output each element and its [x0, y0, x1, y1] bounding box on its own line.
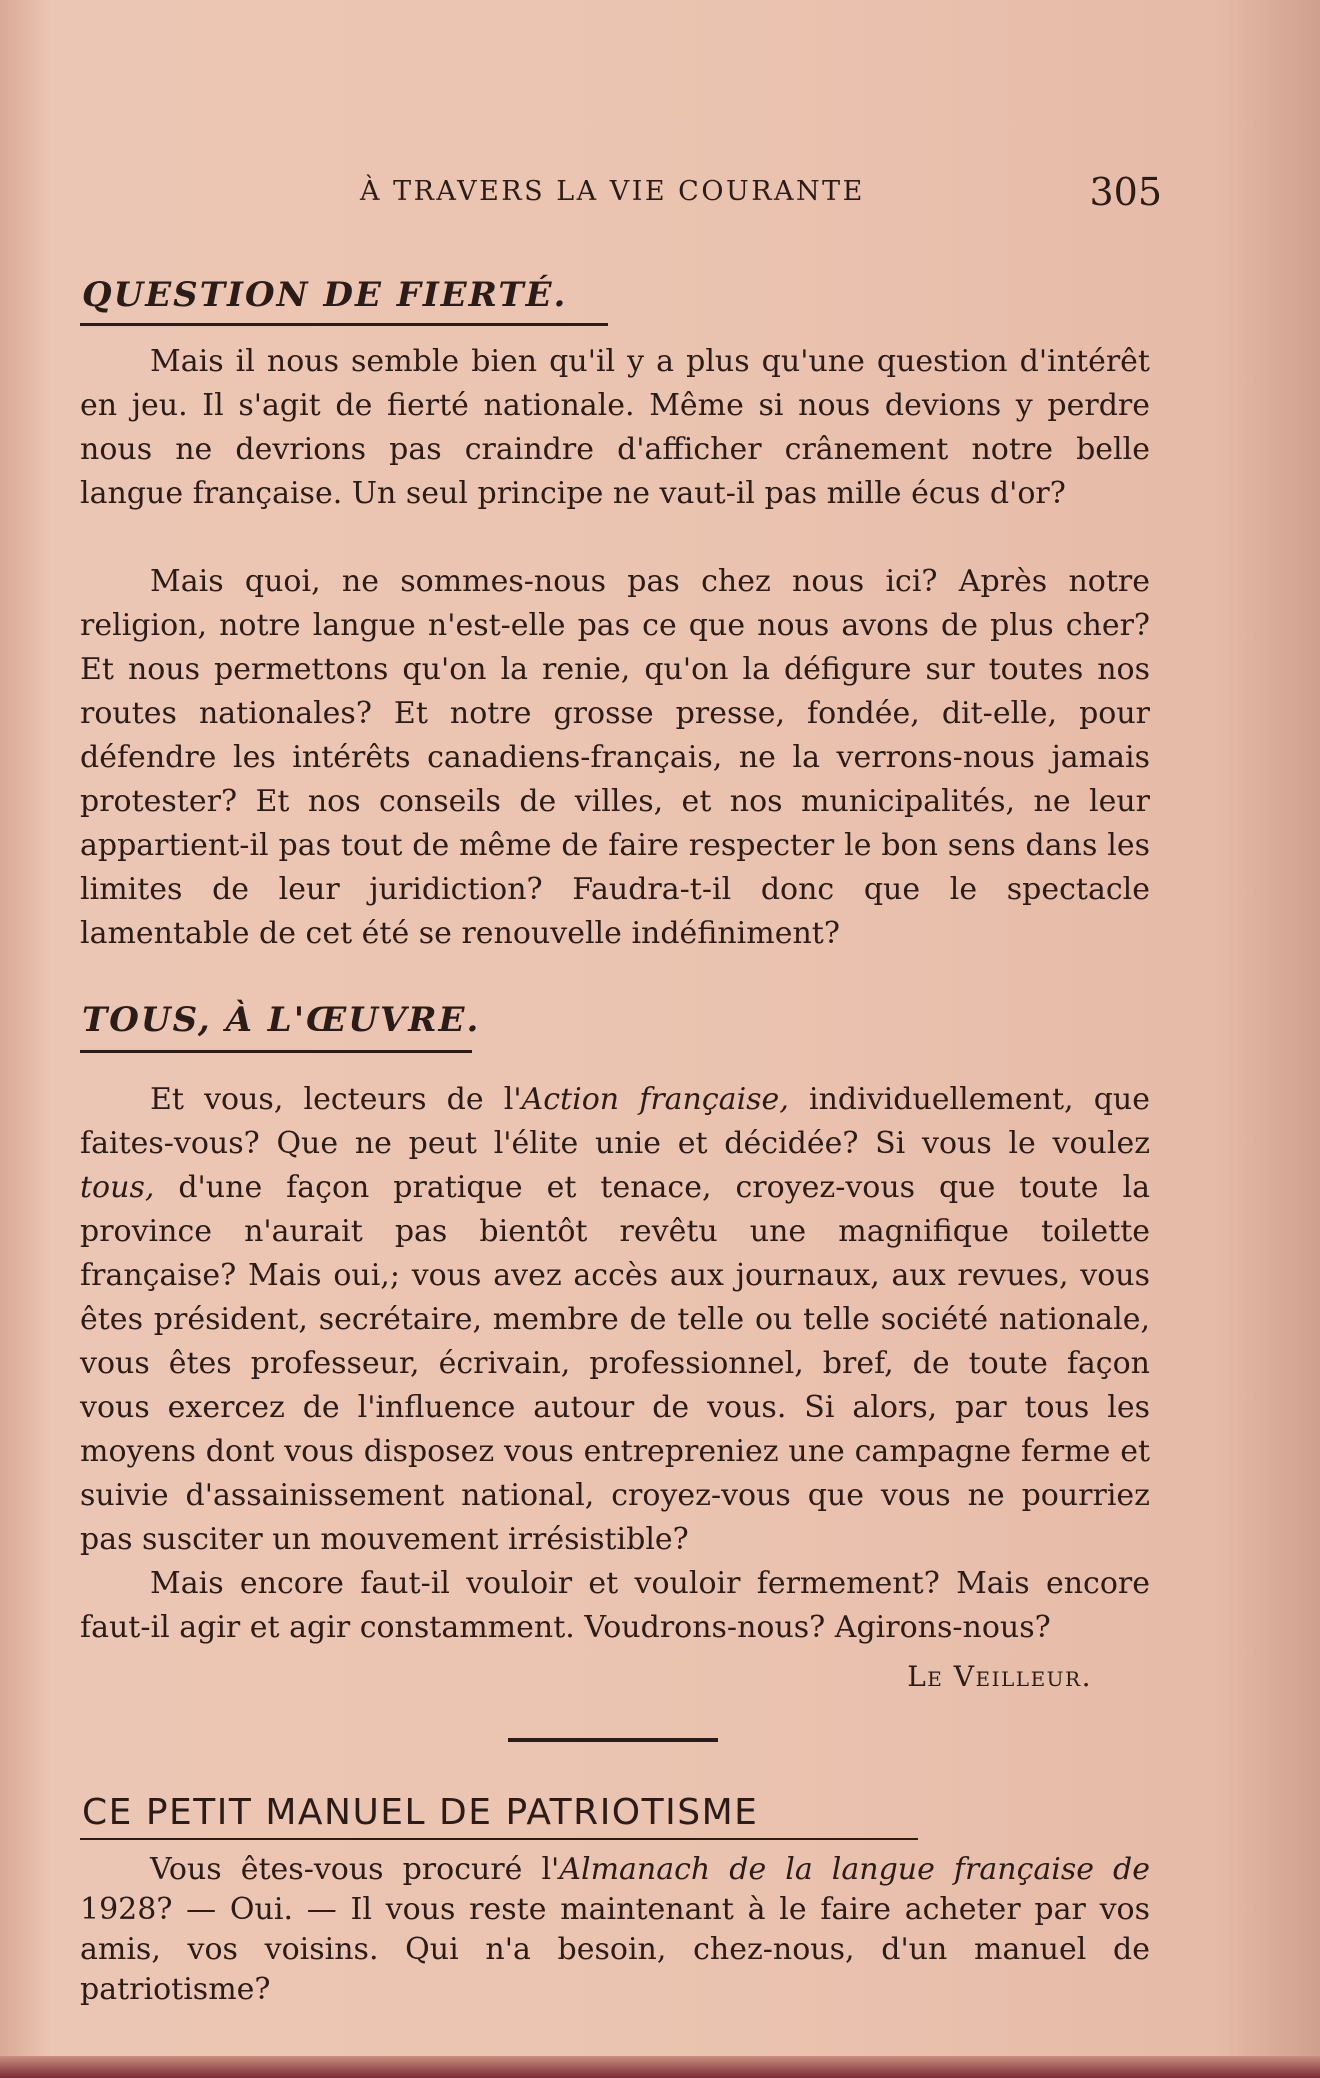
italic-run: Action française,	[521, 1082, 789, 1117]
text-run: 1928? — Oui. — Il vous reste maintenant à le faire acheter par vos amis, vos voisins. Qui n'a besoin, chez-nous, d'un manuel de patriotisme?	[80, 1892, 1150, 2007]
italic-run: Almanach de la langue française de	[559, 1852, 1150, 1887]
running-head: À TRAVERS LA VIE COURANTE	[360, 176, 865, 207]
text-run: Et vous, lecteurs de l'	[150, 1082, 522, 1117]
section-title-tous-a-loeuvre: TOUS, À L'ŒUVRE.	[82, 1000, 481, 1040]
paragraph: Mais quoi, ne sommes-nous pas chez nous ici? Après notre religion, notre langue n'est-elle pas ce que nous avons de plus cher? Et nous permettons qu'on la renie, qu'on la défigure sur toutes nos routes nationales? Et notre grosse presse, fondée, dit-elle, pour défendre les intérêts canadiens-français, ne la verrons-nous jamais protester? Et nos conseils de villes, et nos municipalités, ne leur appartient-il pas tout de même de faire respecter le bon sens dans les limites de leur juridiction? Faudra-t-il donc que le spectacle lamentable de cet été se renouvelle indéfiniment?	[80, 564, 1150, 951]
italic-run: tous,	[80, 1170, 155, 1205]
section-title-petit-manuel: CE PETIT MANUEL DE PATRIOTISME	[82, 1792, 759, 1833]
text-run: Vous êtes-vous procuré l'	[150, 1852, 560, 1887]
section-title-question-de-fierte: QUESTION DE FIERTÉ.	[82, 275, 568, 315]
signature: Le Veilleur.	[907, 1660, 1092, 1693]
title-underline	[80, 323, 608, 326]
title-underline	[80, 1838, 918, 1840]
paragraph: Mais il nous semble bien qu'il y a plus qu'une question d'intérêt en jeu. Il s'agit de fierté nationale. Même si nous devions y perdre nous ne devrions pas craindre d'afficher crânement notre belle langue française. Un seul principe ne vaut-il pas mille écus d'or?	[80, 344, 1150, 511]
paragraph	[80, 1850, 1150, 2010]
page-number: 305	[1089, 170, 1162, 214]
paragraph	[80, 1078, 1150, 1562]
text-run: individuellement, que faites-vous? Que ne peut l'élite unie et décidée? Si vous le voulez	[80, 1082, 1151, 1161]
text-run: d'une façon pratique et tenace, croyez-vous que toute la province n'aurait pas bientôt revêtu une magnifique toilette française? Mais oui,; vous avez accès aux journaux, aux revues, vous êtes président, secrétaire, membre de telle ou telle société nationale, vous êtes professeur, écrivain, professionnel, bref, de toute façon vous exercez de l'influence autour de vous. Si alors, par tous les moyens dont vous disposez vous entrepreniez une campagne ferme et suivie d'assainissement national, croyez-vous que vous ne pourriez pas susciter un mouvement irrésistible?	[80, 1170, 1150, 1557]
page-edge	[0, 2056, 1320, 2078]
separator-rule	[508, 1738, 718, 1742]
paragraph: Mais encore faut-il vouloir et vouloir fermement? Mais encore faut-il agir et agir constamment. Voudrons-nous? Agirons-nous?	[80, 1566, 1150, 1645]
title-underline	[80, 1050, 472, 1053]
